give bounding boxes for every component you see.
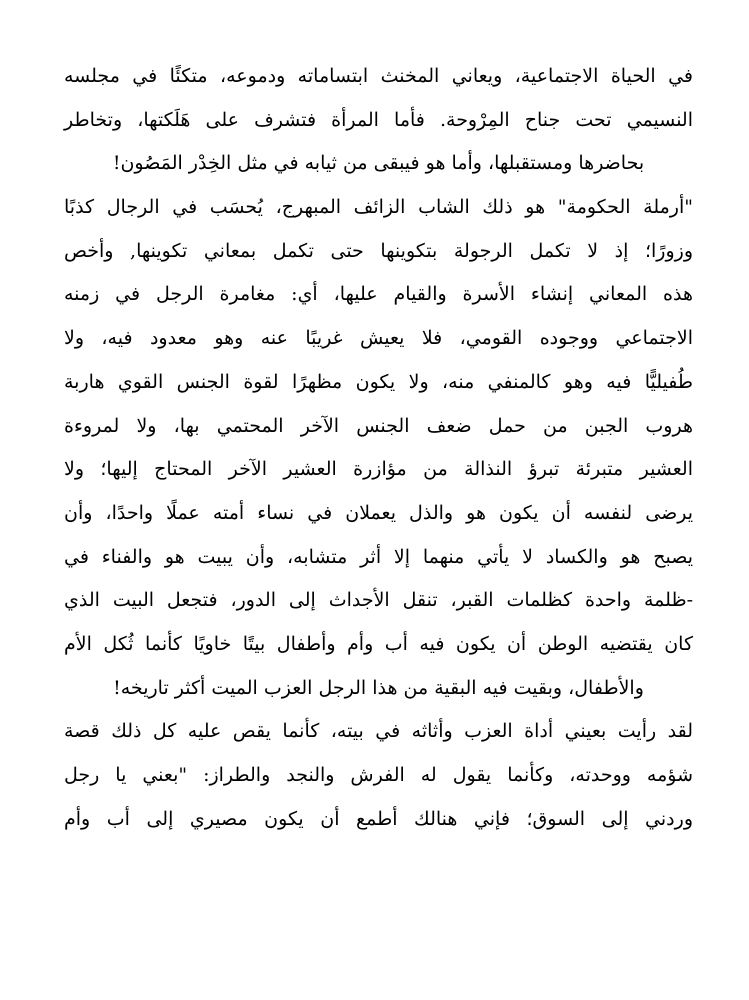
text-line: في الحياة الاجتماعية، ويعاني المخنث ابتساماته ودموعه، متكئًا في مجلسه	[64, 65, 693, 87]
text-line: لقد رأيت بعيني أداة العزب وأثاثه في بيته، كأنما يقص عليه كل ذلك قصة	[64, 720, 693, 743]
text-line: وزورًا؛ إذ لا تكمل الرجولة بتكوينها حتى تكمل بمعاني تكوينها, وأخص	[64, 239, 693, 262]
document-page	[64, 55, 693, 841]
text-line: طُفيليًّا فيه وهو كالمنفي منه، ولا يكون مظهرًا لقوة الجنس القوي هاربة	[64, 370, 693, 393]
text-line: النسيمي تحت جناح المِرْوحة. فأما المرأة فتشرف على هَلَكتها، وتخاطر	[64, 108, 693, 131]
text-line: "أرملة الحكومة" هو ذلك الشاب الزائف المبهرج، يُحسَب في الرجال كذبًا	[64, 196, 693, 219]
text-line: هروب الجبن من حمل ضعف الجنس الآخر المحتمي بها، ولا لمروءة	[64, 414, 693, 437]
text-line: شؤمه ووحدته، وكأنما يقول له الفرش والنجد والطراز: "بعني يا رجل	[64, 764, 693, 786]
text-line: العشير متبرئة تبرؤ النذالة من مؤازرة العشير الآخر المحتاج إليها؛ ولا	[64, 458, 693, 481]
text-line: -ظلمة واحدة كظلمات القبر، تنقل الأجداث إلى الدور، فتجعل البيت الذي	[64, 589, 693, 612]
text-line: بحاضرها ومستقبلها، وأما هو فيبقى من ثيابه في مثل الخِدْر المَصُون!	[112, 152, 645, 175]
text-line: يرضى لنفسه أن يكون هو والذل يعملان في نساء أمته عملًا واحدًا، وأن	[64, 501, 693, 524]
text-line: هذه المعاني إنشاء الأسرة والقيام عليها، أي: مغامرة الرجل في زمنه	[64, 283, 693, 306]
text-line: والأطفال، وبقيت فيه البقية من هذا الرجل العزب الميت أكثر تاريخه!	[113, 676, 644, 699]
text-line: كان يقتضيه الوطن أن يكون فيه أب وأم وأطفال بيتًا خاويًا كأنما ثُكل الأم	[64, 632, 693, 655]
text-line: يصبح هو والكساد لا يأتي منهما إلا أثر متشابه، وأن يبيت هو والفناء في	[64, 545, 693, 568]
text-line: وردني إلى السوق؛ فإني هنالك أطمع أن يكون مصيري إلى أب وأم	[64, 807, 693, 830]
text-line: الاجتماعي ووجوده القومي، فلا يعيش غريبًا عنه وهو معدود فيه، ولا	[64, 327, 693, 350]
